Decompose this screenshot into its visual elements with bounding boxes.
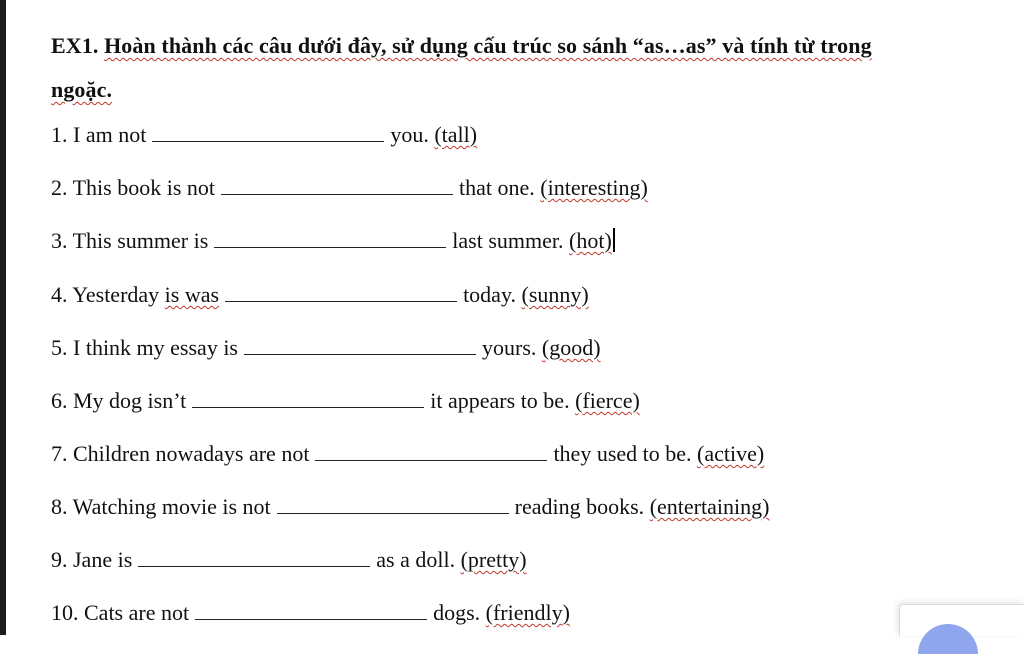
- list-item: [51, 334, 601, 362]
- list-item: [51, 227, 615, 255]
- item-text-after: dogs.: [433, 600, 481, 625]
- answer-blank[interactable]: [195, 599, 427, 620]
- instruction-text-line2: ngoặc.: [51, 77, 113, 102]
- list-item: [51, 493, 769, 521]
- item-text-flagged: is was: [164, 282, 220, 307]
- item-text-before: I think my essay is: [73, 335, 238, 360]
- list-item: [51, 599, 570, 627]
- instruction-text-line1: Hoàn thành các câu dưới đây, sử dụng cấu trúc so sánh “as…as” và tính từ trong: [104, 33, 872, 58]
- item-number: 8.: [51, 494, 68, 519]
- item-text-after: that one.: [459, 175, 535, 200]
- item-number: 5.: [51, 335, 68, 360]
- answer-blank[interactable]: [138, 546, 370, 567]
- item-text-before: Watching movie is not: [72, 494, 271, 519]
- item-text-after: today.: [463, 282, 517, 307]
- item-number: 3.: [51, 228, 68, 253]
- item-text-after: last summer.: [452, 228, 564, 253]
- item-hint: (entertaining): [649, 494, 770, 519]
- answer-blank[interactable]: [277, 493, 509, 514]
- item-hint: (hot): [569, 228, 612, 253]
- item-text-before: My dog isn’t: [73, 388, 187, 413]
- list-item: [51, 121, 477, 149]
- window-edge: [0, 0, 6, 635]
- item-hint: (fierce): [575, 388, 640, 413]
- item-hint: (pretty): [460, 547, 527, 572]
- item-text-before: This book is not: [72, 175, 216, 200]
- item-hint: (good): [541, 335, 601, 360]
- item-text-before: Jane is: [73, 547, 133, 572]
- list-item: [51, 546, 527, 574]
- list-item: [51, 281, 589, 309]
- answer-blank[interactable]: [214, 227, 446, 248]
- answer-blank[interactable]: [192, 387, 424, 408]
- answer-blank[interactable]: [225, 281, 457, 302]
- item-text-before: Yesterday: [72, 282, 160, 307]
- item-hint: (active): [697, 441, 765, 466]
- text-cursor: [613, 228, 615, 252]
- exercise-instruction: [51, 24, 1016, 112]
- answer-blank[interactable]: [315, 440, 547, 461]
- item-hint: (tall): [434, 122, 478, 147]
- item-number: 1.: [51, 122, 68, 147]
- item-text-before: This summer is: [72, 228, 209, 253]
- item-number: 9.: [51, 547, 68, 572]
- item-text-after: it appears to be.: [430, 388, 570, 413]
- item-number: 7.: [51, 441, 68, 466]
- item-text-after: yours.: [482, 335, 537, 360]
- item-number: 6.: [51, 388, 68, 413]
- exercise-label: EX1.: [51, 33, 99, 58]
- item-number: 2.: [51, 175, 68, 200]
- item-text-after: you.: [390, 122, 429, 147]
- item-text-before: Children nowadays are not: [73, 441, 310, 466]
- answer-blank[interactable]: [221, 174, 453, 195]
- list-item: [51, 440, 764, 468]
- item-hint: (sunny): [521, 282, 589, 307]
- item-hint: (interesting): [540, 175, 648, 200]
- item-text-after: reading books.: [514, 494, 645, 519]
- item-number: 10.: [51, 600, 79, 625]
- item-text-before: I am not: [73, 122, 147, 147]
- answer-blank[interactable]: [152, 121, 384, 142]
- list-item: [51, 387, 640, 415]
- list-item: [51, 174, 648, 202]
- item-hint: (friendly): [485, 600, 570, 625]
- item-text-before: Cats are not: [84, 600, 190, 625]
- item-number: 4.: [51, 282, 68, 307]
- item-text-after: as a doll.: [376, 547, 456, 572]
- answer-blank[interactable]: [244, 334, 476, 355]
- item-text-after: they used to be.: [553, 441, 692, 466]
